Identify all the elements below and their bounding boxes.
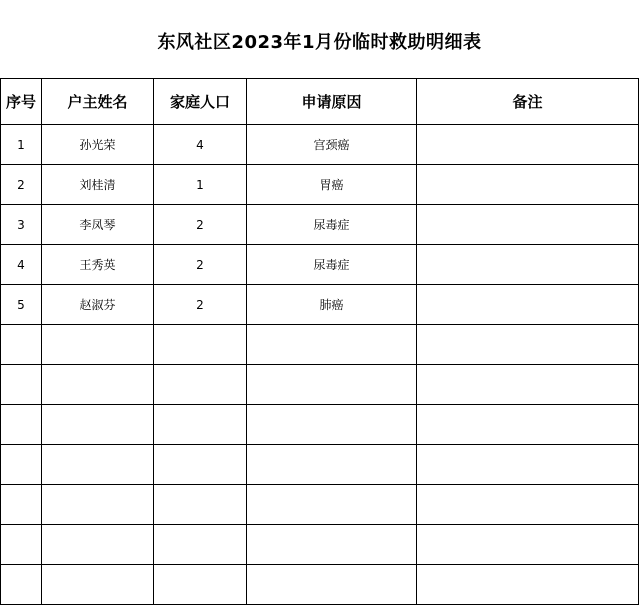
cell-family-size: 2	[154, 205, 247, 245]
table-row	[1, 125, 639, 165]
table-header	[1, 79, 639, 125]
cell-serial: 1	[1, 125, 42, 165]
cell-reason	[247, 365, 417, 405]
cell-reason	[247, 565, 417, 605]
cell-serial	[1, 405, 42, 445]
header-remarks: 备注	[417, 79, 639, 125]
cell-serial: 4	[1, 245, 42, 285]
cell-householder-name: 孙光荣	[42, 125, 154, 165]
header-row	[1, 79, 639, 125]
cell-family-size	[154, 445, 247, 485]
header-householder-name: 户主姓名	[42, 79, 154, 125]
table-row	[1, 445, 639, 485]
cell-remarks	[417, 285, 639, 325]
cell-householder-name	[42, 445, 154, 485]
cell-householder-name: 王秀英	[42, 245, 154, 285]
cell-serial: 2	[1, 165, 42, 205]
cell-serial	[1, 325, 42, 365]
cell-remarks	[417, 445, 639, 485]
table-row	[1, 165, 639, 205]
cell-serial: 3	[1, 205, 42, 245]
cell-householder-name	[42, 365, 154, 405]
cell-serial	[1, 365, 42, 405]
cell-reason: 尿毒症	[247, 205, 417, 245]
cell-remarks	[417, 485, 639, 525]
table-row	[1, 525, 639, 565]
header-family-size: 家庭人口	[154, 79, 247, 125]
cell-family-size	[154, 365, 247, 405]
cell-serial	[1, 565, 42, 605]
cell-remarks	[417, 125, 639, 165]
table-row	[1, 285, 639, 325]
cell-serial	[1, 485, 42, 525]
page-title: 东风社区2023年1月份临时救助明细表	[157, 32, 482, 53]
table-row	[1, 405, 639, 445]
cell-householder-name	[42, 525, 154, 565]
table-row	[1, 365, 639, 405]
cell-householder-name	[42, 485, 154, 525]
cell-reason	[247, 445, 417, 485]
cell-family-size	[154, 565, 247, 605]
table-body	[1, 125, 639, 605]
cell-householder-name	[42, 405, 154, 445]
cell-family-size: 2	[154, 245, 247, 285]
cell-reason	[247, 525, 417, 565]
cell-serial	[1, 445, 42, 485]
cell-reason: 宫颈癌	[247, 125, 417, 165]
cell-householder-name: 李凤琴	[42, 205, 154, 245]
cell-reason: 尿毒症	[247, 245, 417, 285]
cell-reason: 胃癌	[247, 165, 417, 205]
cell-serial	[1, 525, 42, 565]
cell-family-size: 1	[154, 165, 247, 205]
cell-family-size: 4	[154, 125, 247, 165]
header-serial: 序号	[1, 79, 42, 125]
table-row	[1, 485, 639, 525]
cell-remarks	[417, 565, 639, 605]
table-row	[1, 565, 639, 605]
table-row	[1, 245, 639, 285]
cell-reason: 肺癌	[247, 285, 417, 325]
cell-reason	[247, 485, 417, 525]
cell-householder-name	[42, 325, 154, 365]
table-row	[1, 325, 639, 365]
header-reason: 申请原因	[247, 79, 417, 125]
cell-family-size	[154, 325, 247, 365]
assistance-table	[0, 78, 639, 605]
cell-remarks	[417, 405, 639, 445]
cell-remarks	[417, 365, 639, 405]
cell-reason	[247, 405, 417, 445]
cell-householder-name: 赵淑芬	[42, 285, 154, 325]
table-row	[1, 205, 639, 245]
cell-reason	[247, 325, 417, 365]
cell-serial: 5	[1, 285, 42, 325]
cell-householder-name	[42, 565, 154, 605]
cell-householder-name: 刘桂清	[42, 165, 154, 205]
cell-family-size	[154, 485, 247, 525]
cell-remarks	[417, 245, 639, 285]
cell-family-size	[154, 525, 247, 565]
cell-remarks	[417, 205, 639, 245]
cell-remarks	[417, 165, 639, 205]
cell-family-size	[154, 405, 247, 445]
cell-remarks	[417, 325, 639, 365]
cell-remarks	[417, 525, 639, 565]
cell-family-size: 2	[154, 285, 247, 325]
